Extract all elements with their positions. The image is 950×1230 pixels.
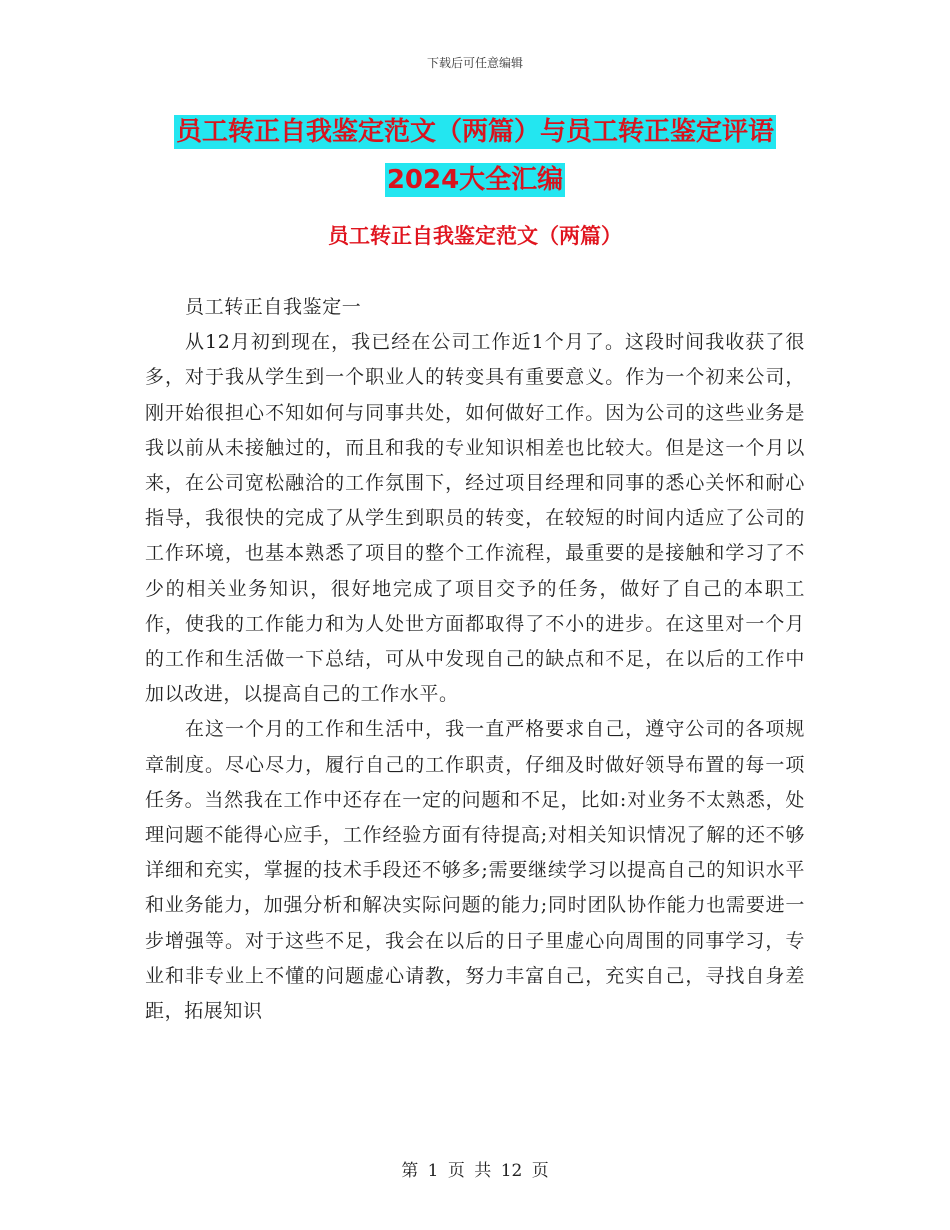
title-line-2 bbox=[0, 156, 950, 204]
page-footer: 第 1 页 共 12 页 bbox=[401, 1161, 549, 1181]
section-title: 员工转正自我鉴定范文（两篇） bbox=[328, 224, 622, 248]
title-line-1 bbox=[0, 108, 950, 156]
header-note: 下载后可任意编辑 bbox=[426, 56, 523, 70]
title-line-2-text: 2024大全汇编 bbox=[386, 165, 564, 195]
document-title bbox=[0, 108, 950, 204]
subheading-paragraph: 员工转正自我鉴定一 bbox=[185, 296, 362, 318]
body-paragraph-2: 在这一个月的工作和生活中，我一直严格要求自己，遵守公司的各项规章制度。尽心尽力，履行自己的工作职责，仔细及时做好领导布置的每一项任务。当然我在工作中还存在一定的问题和不足，比如:对业务不太熟悉，处理问题不能得心应手，工作经验方面有待提高;对相关知识情况了解的还不够详细和充实，掌握的技术手段还不够多;需要继续学习以提高自己的知识水平和业务能力，加强分析和解决实际问题的能力;同时团队协作能力也需要进一步增强等。对于这些不足，我会在以后的日子里虚心向周围的同事学习，专业和非专业上不懂的问题虚心请教，努力丰富自己，充实自己，寻找自身差距，拓展知识 bbox=[145, 718, 805, 1023]
document-body bbox=[145, 290, 805, 1029]
body-paragraph-1: 从12月初到现在，我已经在公司工作近1个月了。这段时间我收获了很多，对于我从学生到一个职业人的转变具有重要意义。作为一个初来公司，刚开始很担心不知如何与同事共处，如何做好工作。因为公司的这些业务是我以前从未接触过的，而且和我的专业知识相差也比较大。但是这一个月以来，在公司宽松融洽的工作氛围下，经过项目经理和同事的悉心关怀和耐心指导，我很快的完成了从学生到职员的转变，在较短的时间内适应了公司的工作环境，也基本熟悉了项目的整个工作流程，最重要的是接触和学习了不少的相关业务知识，很好地完成了项目交予的任务，做好了自己的本职工作，使我的工作能力和为人处世方面都取得了不小的进步。在这里对一个月的工作和生活做一下总结，可从中发现自己的缺点和不足，在以后的工作中加以改进，以提高自己的工作水平。 bbox=[145, 331, 805, 706]
title-line-1-text: 员工转正自我鉴定范文（两篇）与员工转正鉴定评语 bbox=[175, 117, 774, 147]
